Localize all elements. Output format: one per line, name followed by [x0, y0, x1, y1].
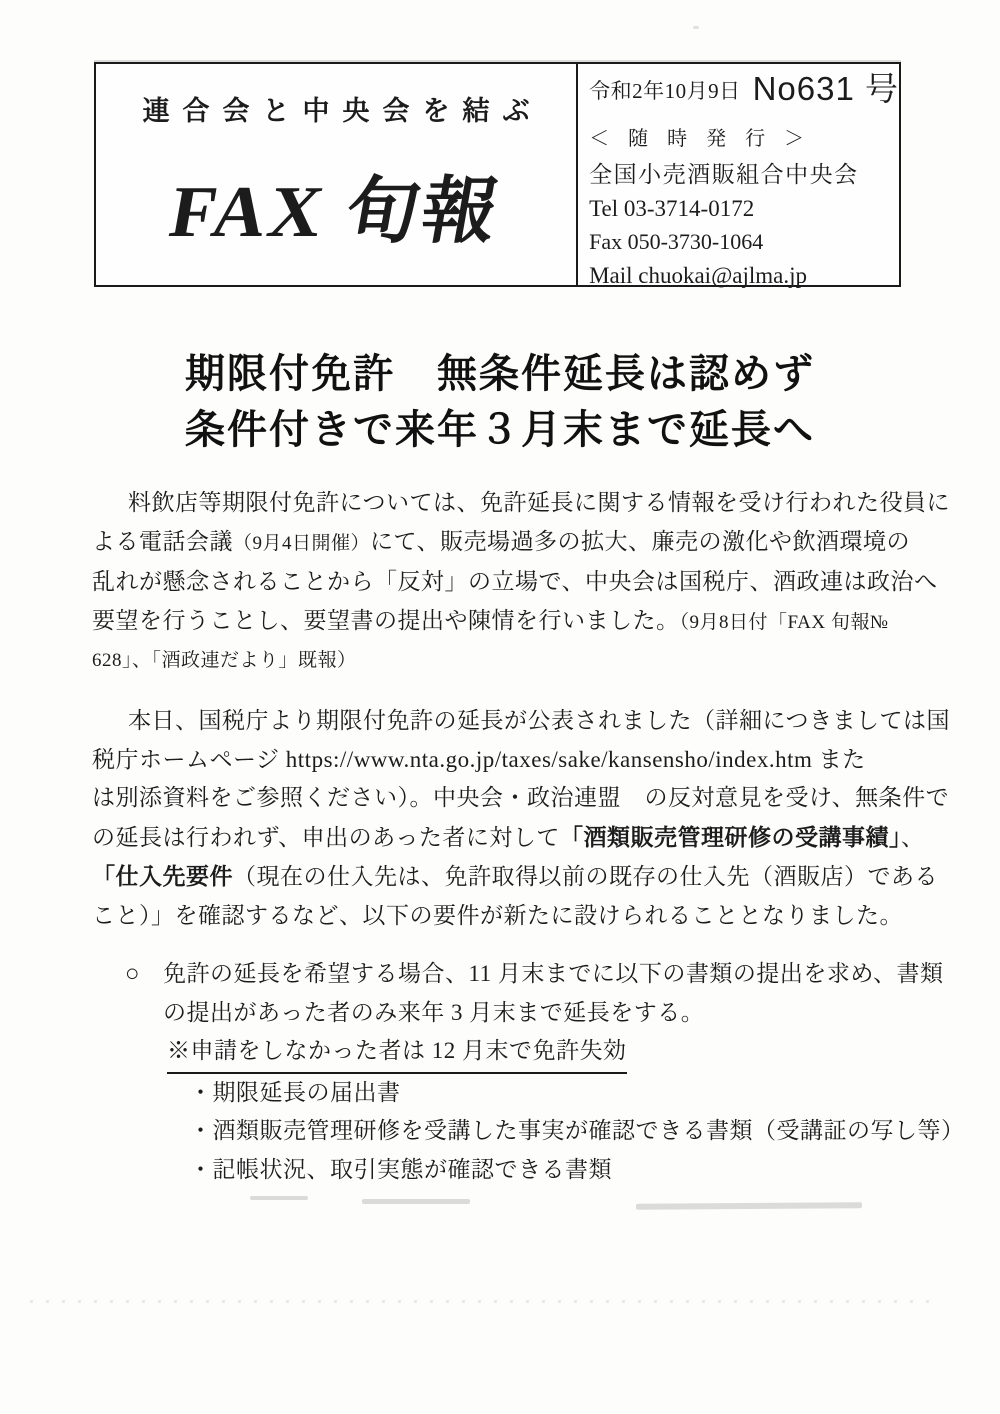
publish-type: ＜ 随 時 発 行 ＞: [589, 127, 812, 150]
scan-artifact-streak-1: [250, 1196, 308, 1200]
p1-line4-paren: （9月8日付「FAX 旬報№: [679, 611, 889, 633]
circle-bullet-marker: ○: [125, 961, 140, 987]
p1-line4-text: 要望を行うことし、要望書の提出や陳情を行いました。: [92, 607, 680, 633]
issue-date: 令和2年10月9日: [589, 78, 741, 103]
organization-name: 全国小売酒販組合中央会: [589, 161, 859, 187]
bullet-line1: 免許の延長を希望する場合、11 月末までに以下の書類の提出を求め、書類: [163, 961, 944, 986]
p1-line2-text: よる電話会議: [92, 528, 233, 554]
document-title-line1: 期限付免許 無条件延長は認めず: [185, 352, 815, 396]
p1-line2-paren: （9月4日開催）: [233, 532, 371, 554]
requirements-section: [92, 955, 965, 1189]
masthead-tagline: 連合会と中央会を結ぶ: [142, 96, 543, 126]
document-title: [0, 346, 1000, 458]
issue-number: No631 号: [752, 70, 899, 107]
p2-line5: [92, 857, 938, 897]
p1-line1: 料飲店等期限付免許については、免許延長に関する情報を受け行われた役員に: [128, 490, 951, 515]
document-title-line2: 条件付きで来年３月末まで延長へ: [185, 408, 815, 452]
doc-item-3: ・記帳状況、取引実態が確認できる書類: [189, 1156, 612, 1182]
p2-line1: 本日、国税庁より期限付免許の延長が公表されました（詳細につきましては国: [128, 708, 951, 733]
p2-line4: [92, 818, 925, 858]
masthead-left: [96, 64, 578, 285]
p2-line2: 税庁ホームページ https://www.nta.go.jp/taxes/sake/kansensho/index.htm また: [92, 746, 866, 772]
p2-line5-rest: （現在の仕入先は、免許取得以前の既存の仕入先（酒販店）である: [233, 864, 938, 889]
p1-line2: [92, 523, 922, 564]
paragraph-2: [92, 702, 951, 935]
document-items: [189, 1074, 965, 1190]
p2-line4-bold: 「酒類販売管理研修の受講事績」: [559, 823, 901, 850]
mail-line: Mail chuokai@ajlma.jp: [589, 262, 807, 288]
scan-artifact-dotted-row: [30, 1300, 940, 1303]
p1-line2-rest: にて、販売場過多の拡大、廉売の激化や飲酒環境の: [370, 528, 911, 554]
bullet-line2: の提出があった者のみ来年 3 月末まで延長をする。: [163, 999, 705, 1025]
p1-line4: [92, 602, 922, 643]
scan-artifact-streak-2: [362, 1199, 470, 1204]
doc-item-2: ・酒類販売管理研修を受講した事実が確認できる書類（受講証の写し等）: [189, 1118, 965, 1143]
masthead-box: [94, 62, 901, 287]
note-line: [167, 1032, 932, 1074]
bullet-text: [163, 955, 943, 1032]
p2-line5-bold: 仕入先要件: [115, 863, 233, 889]
fax-bulletin-logo: FAX 旬報: [164, 171, 506, 252]
tel-line: Tel 03-3714-0172: [589, 195, 755, 221]
paragraph-1: [92, 484, 951, 681]
p2-line6: こと）」を確認するなど、以下の要件が新たに設けられることとなりました。: [92, 902, 903, 928]
p2-line3: は別添資料をご参照ください）。中央会・政治連盟 の反対意見を受け、無条件で: [92, 785, 950, 810]
scan-artifact-speck: [693, 26, 699, 29]
masthead-right: [578, 64, 899, 288]
fax-line: Fax 050-3730-1064: [589, 228, 764, 254]
p2-line5-bracket: 「: [92, 863, 116, 889]
masthead-date-row: [589, 72, 899, 107]
bullet-row: [125, 955, 944, 1032]
scan-artifact-streak-3: [636, 1202, 862, 1210]
p1-line3: 乱れが懸念されることから「反対」の立場で、中央会は国税庁、酒政連は政治へ: [92, 569, 938, 594]
p2-line4-text: の延長は行われず、申出のあった者に対して: [92, 824, 560, 850]
p1-line5: 628」、「酒政連だより」既報）: [92, 650, 357, 671]
p2-line4-comma: 、: [900, 824, 925, 850]
note-underlined-text: ※申請をしなかった者は 12 月末で免許失効: [167, 1032, 627, 1074]
doc-item-1: ・期限延長の届出書: [189, 1079, 401, 1105]
